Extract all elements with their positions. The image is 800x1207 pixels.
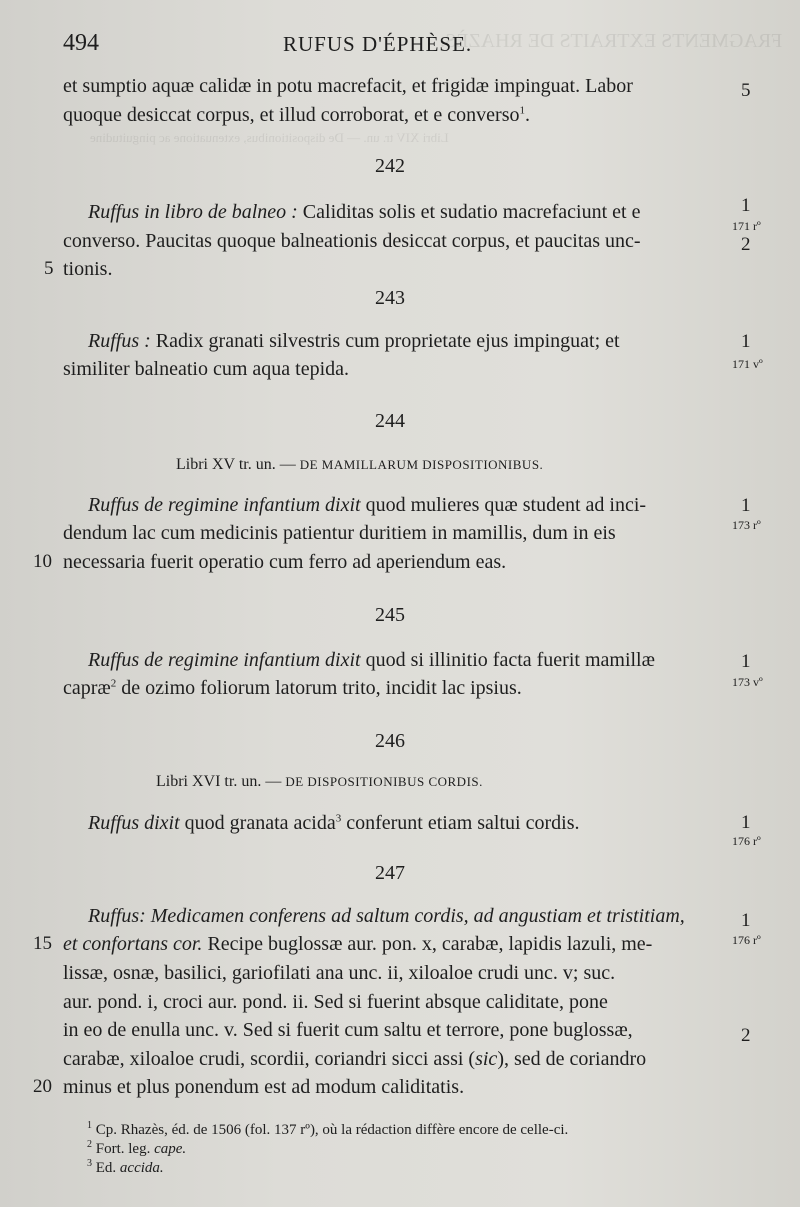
section-number: 244 xyxy=(375,410,405,432)
margin-ref: 1 xyxy=(741,651,751,672)
margin-ref: 1 xyxy=(741,331,751,352)
folio-ref: 173 vº xyxy=(732,675,763,689)
text-line: converso. Paucitas quoque balneationis desiccat corpus, et paucitas unc- xyxy=(63,230,641,252)
text-line: capræ$^2$ de ozimo foliorum latorum trito, incidit lac ipsius. xyxy=(63,677,522,699)
folio-ref: 176 rº xyxy=(732,834,761,848)
running-title: RUFUS D'ÉPHÈSE. xyxy=(283,32,473,56)
footnote: $^1$ Cp. Rhazès, éd. de 1506 (fol. 137 rº), où la rédaction diffère encore de celle-ci. xyxy=(87,1120,569,1138)
margin-ref: 5 xyxy=(741,80,751,101)
line-number: 10 xyxy=(33,551,52,572)
text-line: Ruffus de regimine infantium dixit quod mulieres quæ student ad inci- xyxy=(88,494,647,516)
line-number: 20 xyxy=(33,1076,52,1097)
text-line: Ruffus : Radix granati silvestris cum proprietate ejus impinguat; et xyxy=(88,330,620,352)
footnote: $^3$ Ed. accida. xyxy=(87,1158,164,1176)
folio-ref: 171 vº xyxy=(732,357,763,371)
text-line: Ruffus dixit quod granata acida$^3$ conferunt etiam saltui cordis. xyxy=(88,812,580,834)
section-heading: Libri XVI tr. un. — DE DISPOSITIONIBUS CORDIS. xyxy=(156,773,483,790)
margin-ref: 1 xyxy=(741,495,751,516)
page-number: 494 xyxy=(63,30,99,56)
text-line: aur. pond. i, croci aur. pond. ii. Sed si fuerint absque caliditate, pone xyxy=(63,991,608,1013)
section-number: 246 xyxy=(375,730,405,752)
text-line: carabæ, xiloaloe crudi, scordii, coriandri sicci assi (sic), sed de coriandro xyxy=(63,1048,647,1070)
text-line: dendum lac cum medicinis patientur duritiem in mamillis, dum in eis xyxy=(63,522,616,544)
text-line: necessaria fuerit operatio cum ferro ad aperiendum eas. xyxy=(63,551,507,573)
margin-ref: 1 xyxy=(741,812,751,833)
folio-ref: 176 rº xyxy=(732,933,761,947)
section-number: 243 xyxy=(375,287,405,309)
margin-ref: 2 xyxy=(741,1025,751,1046)
text-line: similiter balneatio cum aqua tepida. xyxy=(63,358,350,380)
section-number: 247 xyxy=(375,862,405,884)
text-line: et confortans cor. Recipe buglossæ aur. pon. x, carabæ, lapidis lazuli, me- xyxy=(63,933,653,955)
text-line: quoque desiccat corpus, et illud corroborat, et e converso$^1$. xyxy=(63,104,531,126)
section-number: 245 xyxy=(375,604,405,626)
text-line: Ruffus: Medicamen conferens ad saltum cordis, ad angustiam et tristitiam, xyxy=(88,905,685,927)
text-line: Ruffus de regimine infantium dixit quod si illinitio facta fuerit mamillæ xyxy=(88,649,655,671)
show-through-text: FRAGMENTS EXTRAITS DE RHAZÈS. xyxy=(440,30,783,52)
show-through-text: Libri XIV tr. un. — De dispositionibus, extenuatione ac pinguitudine xyxy=(90,130,449,145)
margin-ref: 1 xyxy=(741,910,751,931)
folio-ref: 171 rº xyxy=(732,219,761,233)
text-line: in eo de enulla unc. v. Sed si fuerit cum saltu et terrore, pone buglossæ, xyxy=(63,1019,633,1041)
text-line: lissæ, osnæ, basilici, gariofilati ana unc. ii, xiloaloe crudi unc. v; suc. xyxy=(63,962,616,984)
margin-ref: 2 xyxy=(741,234,751,255)
text-line: minus et plus ponendum est ad modum caliditatis. xyxy=(63,1076,465,1098)
section-heading: Libri XV tr. un. — DE MAMILLARUM DISPOSITIONIBUS. xyxy=(176,456,544,473)
section-number: 242 xyxy=(375,155,405,177)
line-number: 5 xyxy=(44,258,54,279)
line-number: 15 xyxy=(33,933,52,954)
footnote: $^2$ Fort. leg. cape. xyxy=(87,1139,187,1157)
text-line: tionis. xyxy=(63,258,113,280)
margin-ref: 1 xyxy=(741,195,751,216)
text-line: Ruffus in libro de balneo : Caliditas solis et sudatio macrefaciunt et e xyxy=(88,201,641,223)
text-line: et sumptio aquæ calidæ in potu macrefacit, et frigidæ impinguat. Labor xyxy=(63,75,633,97)
folio-ref: 173 rº xyxy=(732,518,761,532)
